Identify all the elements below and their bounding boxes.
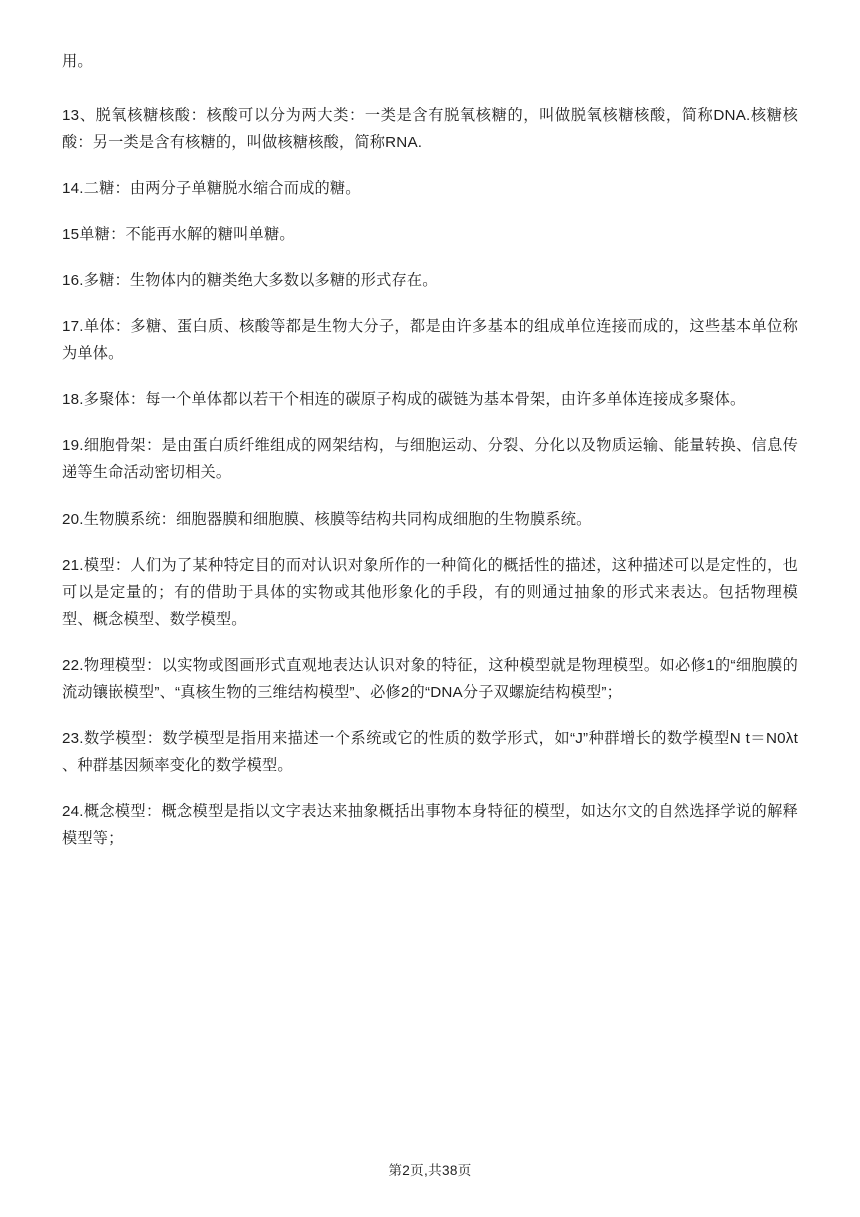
document-body (62, 40, 798, 852)
paragraph: 19.细胞骨架：是由蛋白质纤维组成的网架结构，与细胞运动、分裂、分化以及物质运输、能量转换、信息传递等生命活动密切相关。 (62, 437, 798, 482)
paragraph: 17.单体：多糖、蛋白质、核酸等都是生物大分子，都是由许多基本的组成单位连接而成的，这些基本单位称为单体。 (62, 318, 798, 363)
paragraph: 用。 (62, 53, 93, 70)
paragraph: 16.多糖：生物体内的糖类绝大多数以多糖的形式存在。 (62, 272, 438, 290)
paragraph: 14.二糖：由两分子单糖脱水缩合而成的糖。 (62, 180, 361, 198)
paragraph: 22.物理模型：以实物或图画形式直观地表达认识对象的特征，这种模型就是物理模型。如必修1的“细胞膜的流动镶嵌模型”、“真核生物的三维结构模型”、必修2的“DNA分子双螺旋结构模型”； (62, 656, 798, 701)
paragraph: 24.概念模型：概念模型是指以文字表达来抽象概括出事物本身特征的模型，如达尔文的自然选择学说的解释模型等； (62, 802, 798, 847)
paragraph: 20.生物膜系统：细胞器膜和细胞膜、核膜等结构共同构成细胞的生物膜系统。 (62, 510, 592, 528)
paragraph: 15单糖：不能再水解的糖叫单糖。 (62, 226, 295, 244)
paragraph: 23.数学模型：数学模型是指用来描述一个系统或它的性质的数学形式，如“J”种群增长的数学模型N t＝N0λt 、种群基因频率变化的数学模型。 (62, 729, 798, 774)
paragraph: 13、脱氧核糖核酸：核酸可以分为两大类：一类是含有脱氧核糖的，叫做脱氧核糖核酸，简称DNA.核糖核酸：另一类是含有核糖的，叫做核糖核酸，简称RNA. (62, 107, 798, 152)
paragraph: 18.多聚体：每一个单体都以若干个相连的碳原子构成的碳链为基本骨架，由许多单体连接成多聚体。 (62, 391, 746, 409)
paragraph: 21.模型：人们为了某种特定目的而对认识对象所作的一种简化的概括性的描述，这种描述可以是定性的，也可以是定量的；有的借助于具体的实物或其他形象化的手段，有的则通过抽象的形式来表达。包括物理模型、概念模型、数学模型。 (62, 556, 798, 628)
page-footer: 第2页,共38页 (388, 1163, 472, 1178)
